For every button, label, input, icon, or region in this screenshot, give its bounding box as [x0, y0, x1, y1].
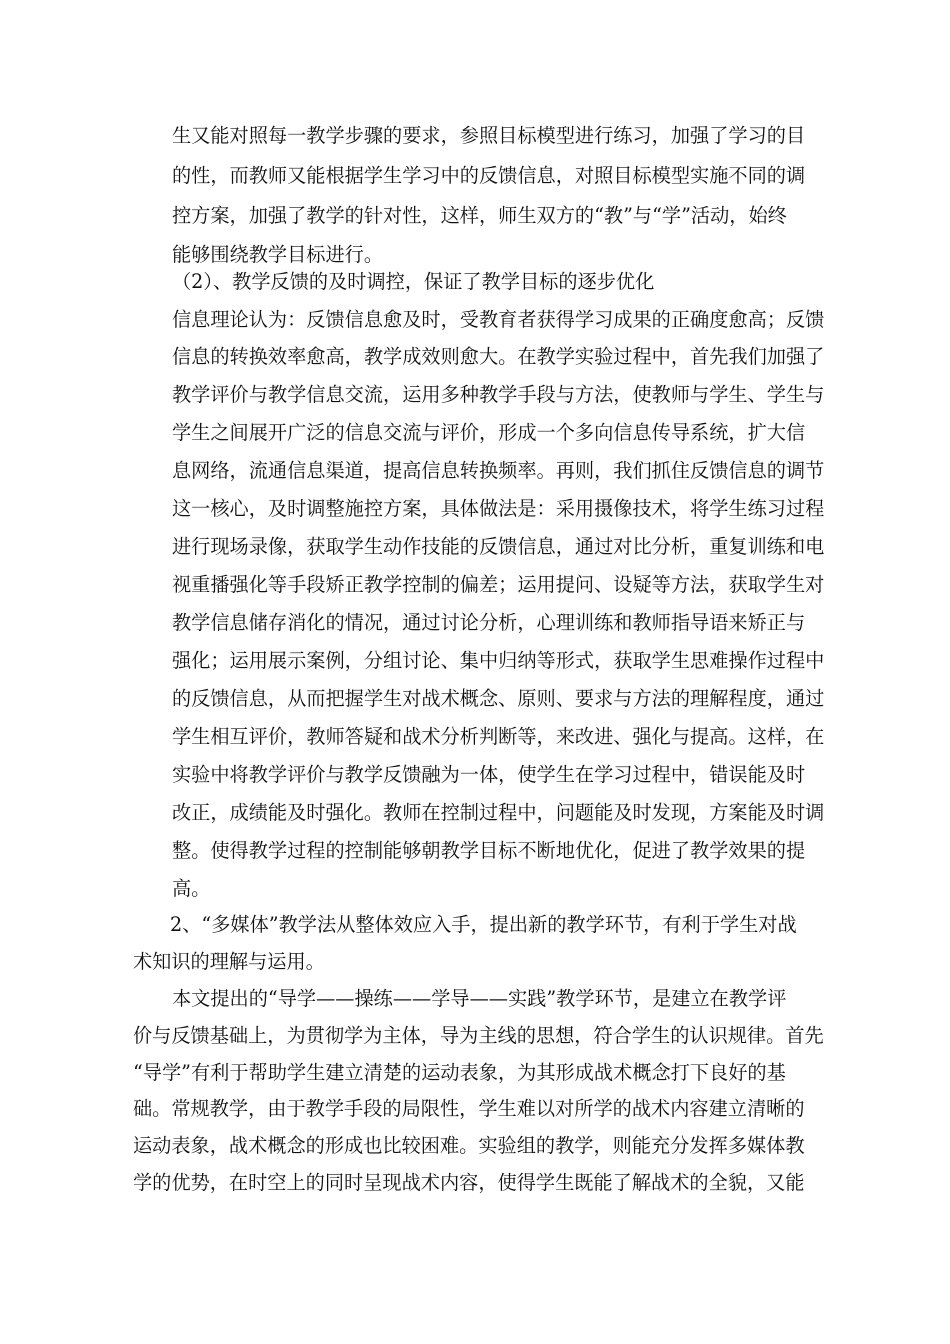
text-line: 运动表象，战术概念的形成也比较困难。实验组的教学，则能充分发挥多媒体教 — [133, 1134, 805, 1157]
text-line: 改正，成绩能及时强化。教师在控制过程中，问题能及时发现，方案能及时调 — [172, 801, 825, 824]
text-line: 学生之间展开广泛的信息交流与评价，形成一个多向信息传导系统，扩大信 — [172, 421, 806, 444]
text-line: 教学评价与教学信息交流，运用多种教学手段与方法，使教师与学生、学生与 — [172, 383, 825, 406]
text-line: 价与反馈基础上，为贯彻学为主体，导为主线的思想，符合学生的认识规律。首先 — [133, 1024, 824, 1047]
text-line: 学的优势，在时空上的同时呈现战术内容，使得学生既能了解战术的全貌，又能 — [133, 1171, 805, 1194]
text-line: 息网络，流通信息渠道，提高信息转换频率。再则，我们抓住反馈信息的调节 — [172, 459, 825, 482]
text-line: 的性，而教师又能根据学生学习中的反馈信息，对照目标模型实施不同的调 — [172, 164, 806, 187]
text-line: 信息的转换效率愈高，教学成效则愈大。在教学实验过程中，首先我们加强了 — [172, 345, 825, 368]
text-line: 视重播强化等手段矫正教学控制的偏差；运用提问、设疑等方法，获取学生对 — [172, 573, 825, 596]
section-heading: 2、“多媒体”教学法从整体效应入手，提出新的教学环节，有利于学生对战 — [170, 913, 797, 936]
section-heading: 术知识的理解与运用。 — [133, 950, 325, 973]
text-line: 整。使得教学过程的控制能够朝教学目标不断地优化，促进了教学效果的提 — [172, 839, 806, 862]
text-line: 实验中将教学评价与教学反馈融为一体，使学生在学习过程中，错误能及时 — [172, 763, 806, 786]
text-line: 高。 — [172, 877, 211, 900]
text-line: 这一核心，及时调整施控方案，具体做法是：采用摄像技术，将学生练习过程 — [172, 497, 825, 520]
text-line: 生又能对照每一教学步骤的要求，参照目标模型进行练习，加强了学习的目 — [172, 124, 806, 147]
text-line: 本文提出的“导学——操练——学导——实践”教学环节，是建立在教学评 — [172, 987, 787, 1010]
text-line: 的反馈信息，从而把握学生对战术概念、原则、要求与方法的理解程度，通过 — [172, 687, 825, 710]
text-line: 学生相互评价，教师答疑和战术分析判断等，来改进、强化与提高。这样，在 — [172, 725, 825, 748]
text-line: 进行现场录像，获取学生动作技能的反馈信息，通过对比分析，重复训练和电 — [172, 535, 825, 558]
text-line: 信息理论认为：反馈信息愈及时，受教育者获得学习成果的正确度愈高；反馈 — [172, 308, 825, 331]
text-line: 教学信息储存消化的情况，通过讨论分析，心理训练和教师指导语来矫正与 — [172, 611, 806, 634]
text-line: “导学”有利于帮助学生建立清楚的运动表象，为其形成战术概念打下良好的基 — [133, 1061, 786, 1084]
text-line: 础。常规教学，由于教学手段的局限性，学生难以对所学的战术内容建立清晰的 — [133, 1097, 805, 1120]
text-line: 强化；运用展示案例，分组讨论、集中归纳等形式，获取学生思难操作过程中 — [172, 649, 825, 672]
section-heading: （2）、教学反馈的及时调控，保证了教学目标的逐步优化 — [172, 270, 655, 293]
text-line: 能够围绕教学目标进行。 — [172, 243, 384, 266]
text-line: 控方案，加强了教学的针对性，这样，师生双方的“教”与“学”活动，始终 — [172, 204, 787, 227]
